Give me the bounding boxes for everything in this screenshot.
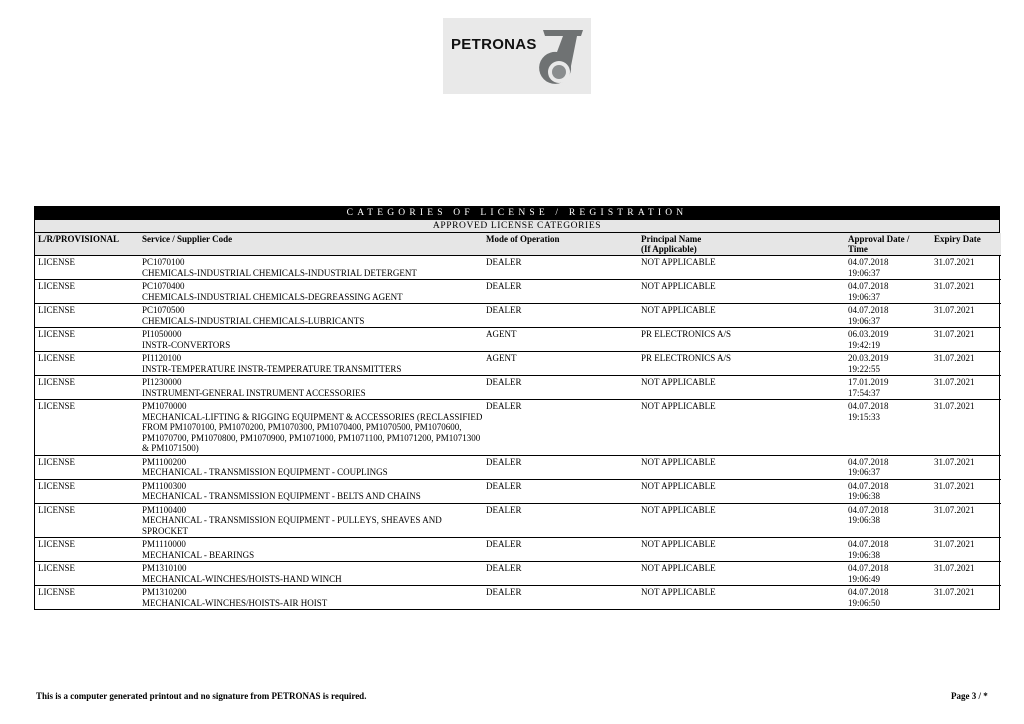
license-categories-table (34, 206, 1000, 610)
approval-time: 19:06:37 (848, 291, 881, 302)
cell-principal: PR ELECTRONICS A/S (641, 353, 732, 363)
cell-expiry: 31.07.2021 (934, 480, 975, 491)
cell-code (139, 562, 483, 586)
cell-code (139, 503, 483, 538)
cell-lr: LICENSE (38, 329, 75, 339)
cell-principal: NOT APPLICABLE (641, 563, 716, 573)
approval-time: 19:06:38 (848, 549, 881, 560)
service-code: PI1050000 (142, 329, 182, 339)
cell-lr: LICENSE (38, 257, 75, 267)
approval-date: 04.07.2018 (848, 480, 889, 491)
service-code: PM1070000 (142, 401, 187, 411)
service-description: MECHANICAL - BEARINGS (142, 549, 255, 560)
service-description: MECHANICAL - TRANSMISSION EQUIPMENT - BELTS AND CHAINS (142, 491, 421, 501)
service-description: CHEMICALS-INDUSTRIAL CHEMICALS-DEGREASSING AGENT (142, 291, 403, 302)
cell-principal: PR ELECTRONICS A/S (641, 329, 732, 339)
approval-date: 04.07.2018 (848, 504, 889, 515)
cell-code (139, 352, 483, 376)
approval-date: 04.07.2018 (848, 563, 889, 573)
cell-lr: LICENSE (38, 480, 75, 491)
table-row (35, 304, 1001, 328)
cell-mode: DEALER (486, 563, 522, 573)
cell-approval (845, 256, 931, 280)
cell-code (139, 304, 483, 328)
cell-principal: NOT APPLICABLE (641, 401, 716, 411)
cell-approval (845, 328, 931, 352)
cell-code (139, 455, 483, 479)
cell-approval (845, 479, 931, 503)
cell-principal: NOT APPLICABLE (641, 539, 716, 549)
service-code: PM1310200 (142, 587, 187, 597)
cell-approval (845, 352, 931, 376)
header-approval-sub: Time (848, 244, 868, 254)
cell-expiry: 31.07.2021 (934, 401, 975, 411)
table-row (35, 280, 1001, 304)
cell-approval (845, 304, 931, 328)
cell-expiry: 31.07.2021 (934, 587, 975, 597)
table-row (35, 538, 1001, 562)
cell-principal: NOT APPLICABLE (641, 480, 716, 491)
cell-approval (845, 280, 931, 304)
approval-time: 19:22:55 (848, 363, 881, 374)
approval-time: 19:06:37 (848, 267, 881, 278)
service-description: MECHANICAL-LIFTING & RIGGING EQUIPMENT & ACCESSORIES (RECLASSIFIED FROM PM1070100, PM1070200, PM1070300, PM1070400, PM1070500, PM1070600, PM1070700, PM1070800, PM1070900, PM1071000, PM1071100, PM1071200, PM1071300 & PM1071500) (142, 411, 483, 453)
cell-approval (845, 586, 931, 610)
approval-date: 04.07.2018 (848, 539, 889, 549)
header-expiry: Expiry Date (931, 233, 1001, 256)
cell-approval (845, 400, 931, 456)
service-description: INSTR-CONVERTORS (142, 339, 231, 350)
cell-principal: NOT APPLICABLE (641, 377, 716, 387)
cell-expiry: 31.07.2021 (934, 257, 975, 267)
header-principal-sub: (If Applicable) (641, 244, 697, 254)
table-row (35, 256, 1001, 280)
approval-date: 06.03.2019 (848, 329, 889, 339)
service-code: PM1100400 (142, 504, 187, 515)
service-code: PM1100200 (142, 456, 187, 467)
service-code: PM1100300 (142, 480, 187, 491)
cell-lr: LICENSE (38, 353, 75, 363)
table-row (35, 400, 1001, 456)
cell-approval (845, 503, 931, 538)
service-code: PM1310100 (142, 563, 187, 573)
table-subbanner: APPROVED LICENSE CATEGORIES (35, 220, 999, 233)
approval-date: 04.07.2018 (848, 587, 889, 597)
cell-approval (845, 376, 931, 400)
cell-expiry: 31.07.2021 (934, 563, 975, 573)
cell-code (139, 280, 483, 304)
cell-lr: LICENSE (38, 504, 75, 515)
service-code: PC1070400 (142, 281, 185, 291)
cell-expiry: 31.07.2021 (934, 377, 975, 387)
approval-time: 19:06:49 (848, 573, 881, 584)
service-description: CHEMICALS-INDUSTRIAL CHEMICALS-INDUSTRIAL DETERGENT (142, 267, 417, 278)
cell-approval (845, 455, 931, 479)
service-description: MECHANICAL-WINCHES/HOISTS-HAND WINCH (142, 573, 342, 584)
cell-lr: LICENSE (38, 305, 75, 315)
table-row (35, 455, 1001, 479)
approval-time: 19:15:33 (848, 411, 881, 422)
cell-principal: NOT APPLICABLE (641, 504, 716, 515)
table-row (35, 586, 1001, 610)
service-code: PI1120100 (142, 353, 182, 363)
cell-lr: LICENSE (38, 456, 75, 467)
header-approval-label: Approval Date / (848, 234, 910, 244)
cell-expiry: 31.07.2021 (934, 456, 975, 467)
logo-drop-icon (537, 26, 589, 90)
cell-mode: DEALER (486, 539, 522, 549)
header-principal (638, 233, 845, 256)
approval-date: 20.03.2019 (848, 353, 889, 363)
cell-principal: NOT APPLICABLE (641, 281, 716, 291)
approval-time: 19:06:38 (848, 491, 881, 501)
header-principal-label: Principal Name (641, 234, 702, 244)
header-code: Service / Supplier Code (139, 233, 483, 256)
cell-lr: LICENSE (38, 377, 75, 387)
service-description: CHEMICALS-INDUSTRIAL CHEMICALS-LUBRICANTS (142, 315, 365, 326)
approval-date: 04.07.2018 (848, 456, 889, 467)
table-row (35, 328, 1001, 352)
table-row (35, 503, 1001, 538)
approval-time: 19:06:37 (848, 315, 881, 326)
service-code: PC1070100 (142, 257, 185, 267)
approval-time: 19:06:37 (848, 467, 881, 477)
service-description: INSTRUMENT-GENERAL INSTRUMENT ACCESSORIES (142, 387, 366, 398)
approval-date: 04.07.2018 (848, 257, 889, 267)
table-row (35, 376, 1001, 400)
cell-lr: LICENSE (38, 401, 75, 411)
page-number: Page 3 / * (951, 691, 988, 701)
cell-expiry: 31.07.2021 (934, 305, 975, 315)
approval-date: 17.01.2019 (848, 377, 889, 387)
cell-mode: DEALER (486, 305, 522, 315)
service-code: PC1070500 (142, 305, 185, 315)
cell-lr: LICENSE (38, 587, 75, 597)
cell-expiry: 31.07.2021 (934, 329, 975, 339)
cell-lr: LICENSE (38, 539, 75, 549)
approval-time: 19:42:19 (848, 339, 881, 350)
table-row (35, 479, 1001, 503)
cell-principal: NOT APPLICABLE (641, 257, 716, 267)
cell-principal: NOT APPLICABLE (641, 305, 716, 315)
approval-time: 17:54:37 (848, 387, 881, 398)
service-code: PM1110000 (142, 539, 186, 549)
cell-code (139, 538, 483, 562)
service-description: MECHANICAL - TRANSMISSION EQUIPMENT - COUPLINGS (142, 467, 388, 477)
header-approval (845, 233, 931, 256)
approval-time: 19:06:50 (848, 597, 881, 608)
cell-mode: DEALER (486, 377, 522, 387)
cell-code (139, 328, 483, 352)
cell-expiry: 31.07.2021 (934, 504, 975, 515)
header-lr: L/R/PROVISIONAL (35, 233, 139, 256)
table-banner: CATEGORIES OF LICENSE / REGISTRATION (35, 207, 999, 220)
cell-lr: LICENSE (38, 281, 75, 291)
cell-code (139, 400, 483, 456)
cell-code (139, 256, 483, 280)
cell-expiry: 31.07.2021 (934, 539, 975, 549)
service-code: PI1230000 (142, 377, 182, 387)
cell-principal: NOT APPLICABLE (641, 456, 716, 467)
cell-mode: DEALER (486, 587, 522, 597)
cell-mode: DEALER (486, 281, 522, 291)
service-description: MECHANICAL - TRANSMISSION EQUIPMENT - PULLEYS, SHEAVES AND SPROCKET (142, 515, 442, 536)
approval-date: 04.07.2018 (848, 401, 889, 411)
cell-mode: AGENT (486, 329, 517, 339)
cell-code (139, 479, 483, 503)
cell-principal: NOT APPLICABLE (641, 587, 716, 597)
service-description: MECHANICAL-WINCHES/HOISTS-AIR HOIST (142, 597, 328, 608)
cell-approval (845, 538, 931, 562)
cell-approval (845, 562, 931, 586)
logo-wordmark: PETRONAS (451, 36, 537, 53)
cell-lr: LICENSE (38, 563, 75, 573)
cell-mode: DEALER (486, 456, 522, 467)
service-description: INSTR-TEMPERATURE INSTR-TEMPERATURE TRANSMITTERS (142, 363, 402, 374)
table-row (35, 562, 1001, 586)
cell-mode: DEALER (486, 257, 522, 267)
approval-date: 04.07.2018 (848, 281, 889, 291)
approval-date: 04.07.2018 (848, 305, 889, 315)
table-row (35, 352, 1001, 376)
cell-expiry: 31.07.2021 (934, 281, 975, 291)
cell-mode: AGENT (486, 353, 517, 363)
petronas-logo (443, 18, 591, 94)
header-row (35, 233, 1001, 256)
cell-expiry: 31.07.2021 (934, 353, 975, 363)
approval-time: 19:06:38 (848, 515, 881, 525)
cell-code (139, 586, 483, 610)
header-mode: Mode of Operation (483, 233, 638, 256)
cell-mode: DEALER (486, 401, 522, 411)
cell-mode: DEALER (486, 504, 522, 515)
cell-code (139, 376, 483, 400)
footer-disclaimer: This is a computer generated printout and no signature from PETRONAS is required. (36, 691, 367, 701)
cell-mode: DEALER (486, 480, 522, 491)
categories-grid (35, 233, 1001, 609)
